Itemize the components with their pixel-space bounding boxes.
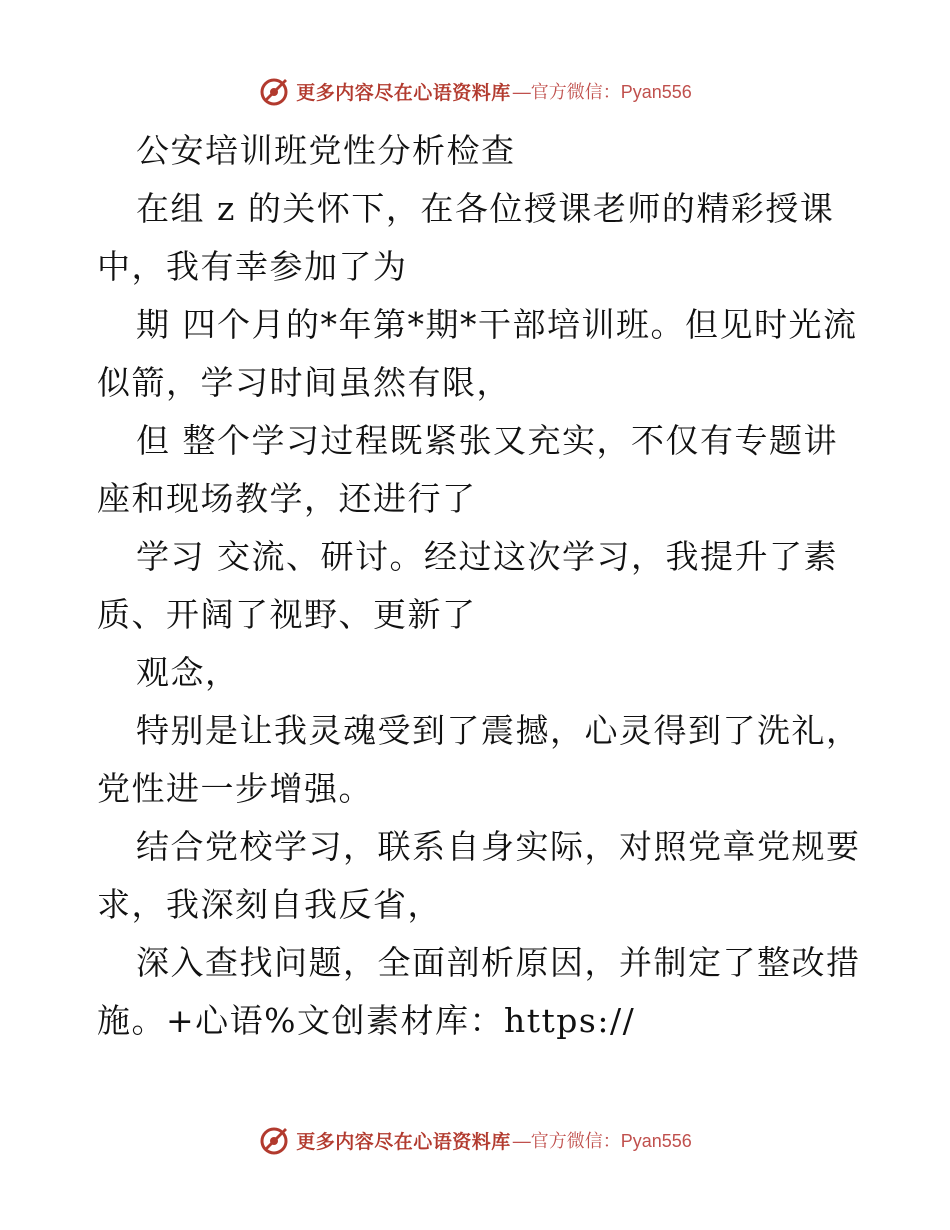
paragraph-line: 期 四个月的*年第*期*干部培训班。但见时光流 [136,305,858,344]
paragraph-line: 观念， [136,653,240,692]
document-title: 公安培训班党性分析检查 [136,131,516,170]
banner-wechat-text: —官方微信：Pyan556 [512,1131,692,1151]
paragraph-line: 特别是让我灵魂受到了震撼，心灵得到了洗礼， [136,711,861,750]
paragraph-line: 但 整个学习过程既紧张又充实，不仅有专题讲 [136,421,838,460]
brush-pen-logo-icon [258,1123,292,1157]
paragraph-line: 学习 交流、研讨。经过这次学习，我提升了素 [136,537,838,576]
paragraph-line: 施。+心语%文创素材库：https:// [97,1001,636,1040]
brush-pen-logo-icon [258,74,292,108]
paragraph-line: 求，我深刻自我反省， [97,885,442,924]
header-watermark-banner [0,71,950,111]
banner-main-text: 更多内容尽在心语资料库 [296,1130,511,1153]
footer-watermark-banner [0,1120,950,1160]
paragraph-line: 似箭，学习时间虽然有限， [97,363,511,402]
paragraph-line: 质、开阔了视野、更新了 [97,595,477,634]
paragraph-line: 党性进一步增强。 [97,769,373,808]
paragraph-line: 结合党校学习，联系自身实际，对照党章党规要 [136,827,861,866]
banner-main-text: 更多内容尽在心语资料库 [296,81,511,104]
banner-wechat-text: —官方微信：Pyan556 [512,82,692,102]
paragraph-line: 在组 z 的关怀下，在各位授课老师的精彩授课 [136,189,835,228]
paragraph-line: 座和现场教学，还进行了 [97,479,477,518]
document-body [97,122,861,1050]
paragraph-line: 深入查找问题，全面剖析原因，并制定了整改措 [136,943,861,982]
paragraph-line: 中，我有幸参加了为 [97,247,408,286]
